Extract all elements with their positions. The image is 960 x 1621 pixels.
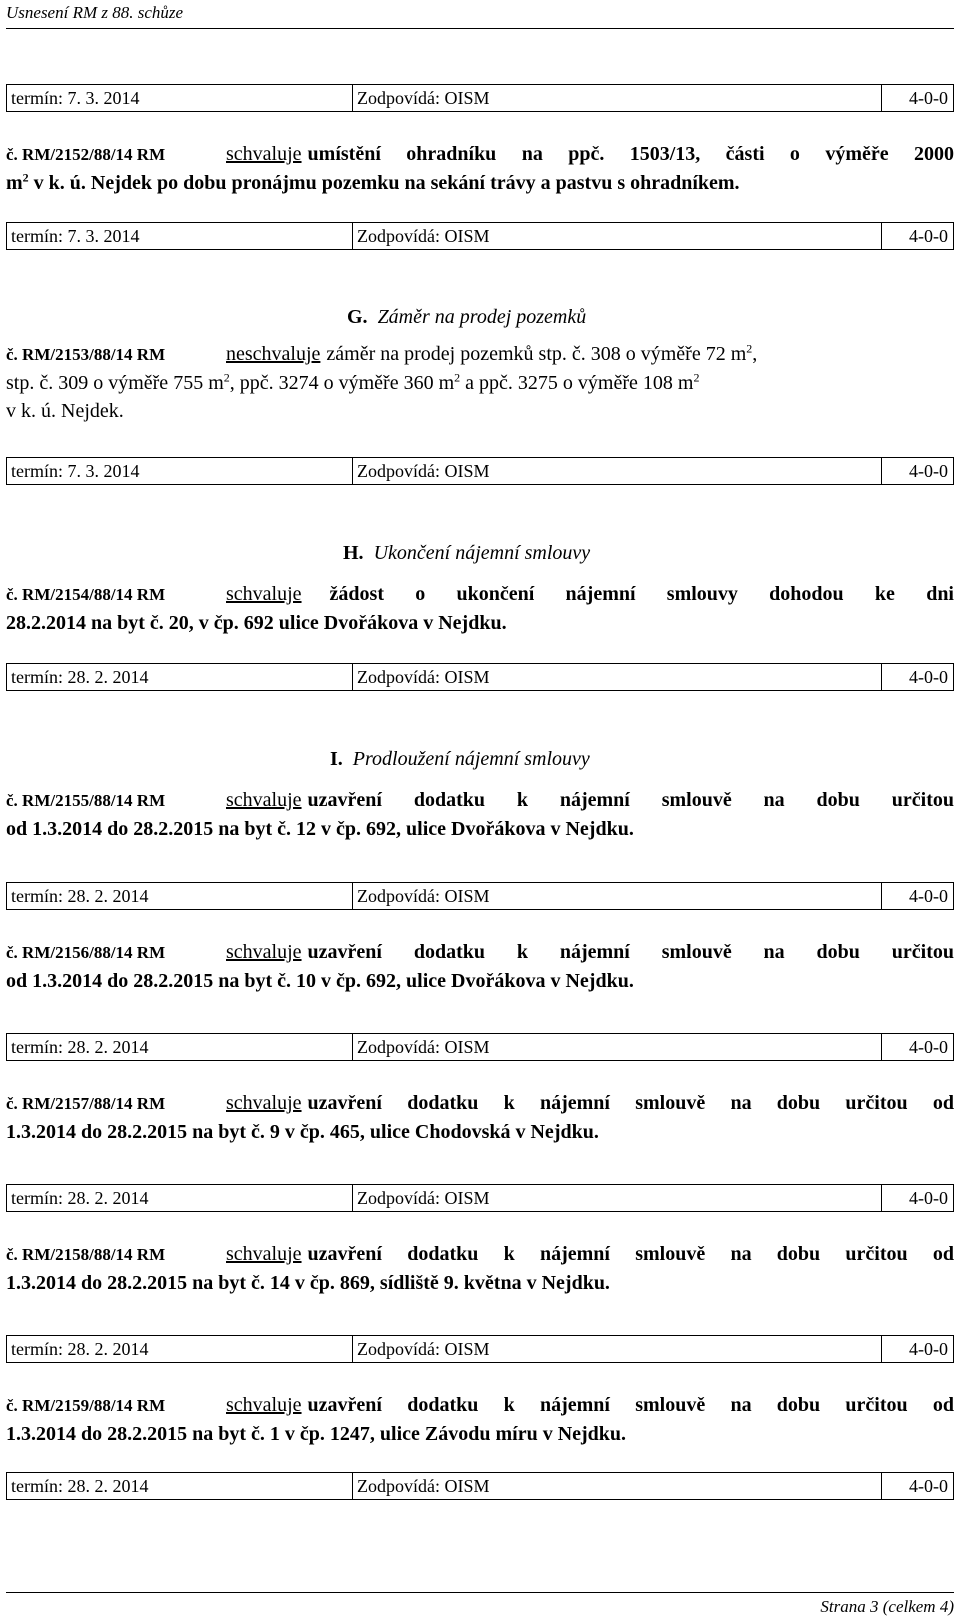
vote-cell: 4-0-0 bbox=[881, 1336, 953, 1362]
resolution-text-cont: od 1.3.2014 do 28.2.2015 na byt č. 10 v čp. 692, ulice Dvořákova v Nejdku. bbox=[6, 970, 634, 992]
section-title: Ukončení nájemní smlouvy bbox=[373, 542, 591, 564]
deadline-row bbox=[6, 457, 954, 485]
section-heading-i bbox=[330, 748, 590, 771]
resolution-text: uzavření dodatku k nájemní smlouvě na dobu určitou od bbox=[307, 1243, 954, 1265]
resolution-2159 bbox=[6, 1391, 954, 1448]
resolution-2155 bbox=[6, 786, 954, 843]
resolution-number: č. RM/2155/88/14 RM bbox=[6, 791, 166, 810]
responsible-cell: Zodpovídá: OISM bbox=[357, 226, 490, 246]
resolution-text-cont: 1.3.2014 do 28.2.2015 na byt č. 9 v čp. 465, ulice Chodovská v Nejdku. bbox=[6, 1121, 599, 1143]
deadline-cell: termín: 7. 3. 2014 bbox=[7, 85, 353, 111]
resolution-text-cont: 1.3.2014 do 28.2.2015 na byt č. 1 v čp. 1247, ulice Závodu míru v Nejdku. bbox=[6, 1423, 627, 1445]
responsible-cell: Zodpovídá: OISM bbox=[357, 88, 490, 108]
vote-cell: 4-0-0 bbox=[881, 883, 953, 909]
resolution-text: uzavření dodatku k nájemní smlouvě na dobu určitou bbox=[307, 941, 954, 963]
responsible-cell: Zodpovídá: OISM bbox=[357, 1339, 490, 1359]
resolution-verb: schvaluje bbox=[226, 1092, 302, 1114]
deadline-cell: termín: 28. 2. 2014 bbox=[7, 1034, 353, 1060]
resolution-number: č. RM/2156/88/14 RM bbox=[6, 943, 166, 962]
resolution-2154 bbox=[6, 580, 954, 637]
deadline-row bbox=[6, 84, 954, 112]
resolution-text: záměr na prodej pozemků stp. č. 308 o výměře 72 $m^2$, bbox=[326, 341, 758, 365]
deadline-cell: termín: 28. 2. 2014 bbox=[7, 664, 353, 690]
responsible-cell: Zodpovídá: OISM bbox=[357, 886, 490, 906]
deadline-row bbox=[6, 1472, 954, 1500]
resolution-text: uzavření dodatku k nájemní smlouvě na dobu určitou bbox=[307, 789, 954, 811]
page-header bbox=[6, 2, 954, 29]
vote-cell: 4-0-0 bbox=[881, 85, 953, 111]
resolution-number: č. RM/2159/88/14 RM bbox=[6, 1396, 166, 1415]
deadline-cell: termín: 7. 3. 2014 bbox=[7, 458, 353, 484]
resolution-text-cont: od 1.3.2014 do 28.2.2015 na byt č. 12 v čp. 692, ulice Dvořákova v Nejdku. bbox=[6, 818, 634, 840]
deadline-row bbox=[6, 882, 954, 910]
deadline-cell: termín: 28. 2. 2014 bbox=[7, 1473, 353, 1499]
resolution-number: č. RM/2154/88/14 RM bbox=[6, 585, 166, 604]
deadline-row bbox=[6, 1184, 954, 1212]
resolution-2153 bbox=[6, 340, 954, 425]
responsible-cell: Zodpovídá: OISM bbox=[357, 461, 490, 481]
resolution-2158 bbox=[6, 1240, 954, 1297]
section-letter: I. bbox=[330, 748, 343, 770]
resolution-text: uzavření dodatku k nájemní smlouvě na dobu určitou od bbox=[307, 1394, 954, 1416]
resolution-text: umístění ohradníku na ppč. 1503/13, části o výměře 2000 bbox=[307, 143, 954, 165]
resolution-verb: schvaluje bbox=[226, 1394, 302, 1416]
resolution-text: uzavření dodatku k nájemní smlouvě na dobu určitou od bbox=[307, 1092, 954, 1114]
deadline-row bbox=[6, 663, 954, 691]
vote-cell: 4-0-0 bbox=[881, 1034, 953, 1060]
vote-cell: 4-0-0 bbox=[881, 458, 953, 484]
deadline-cell: termín: 28. 2. 2014 bbox=[7, 1185, 353, 1211]
section-heading-h bbox=[343, 542, 590, 565]
resolution-number: č. RM/2153/88/14 RM bbox=[6, 345, 166, 364]
responsible-cell: Zodpovídá: OISM bbox=[357, 1037, 490, 1057]
resolution-number: č. RM/2158/88/14 RM bbox=[6, 1245, 166, 1264]
section-heading-g bbox=[347, 306, 586, 329]
deadline-row bbox=[6, 1335, 954, 1363]
deadline-cell: termín: 28. 2. 2014 bbox=[7, 883, 353, 909]
deadline-cell: termín: 7. 3. 2014 bbox=[7, 223, 353, 249]
section-title: Prodloužení nájemní smlouvy bbox=[352, 748, 590, 770]
resolution-2157 bbox=[6, 1089, 954, 1146]
resolution-text-cont: 28.2.2014 na byt č. 20, v čp. 692 ulice Dvořákova v Nejdku. bbox=[6, 612, 507, 634]
vote-cell: 4-0-0 bbox=[881, 1473, 953, 1499]
page-footer bbox=[6, 1592, 954, 1619]
deadline-cell: termín: 28. 2. 2014 bbox=[7, 1336, 353, 1362]
resolution-verb: schvaluje bbox=[226, 583, 302, 605]
resolution-verb: schvaluje bbox=[226, 1243, 302, 1265]
resolution-2152 bbox=[6, 140, 954, 197]
resolution-text-cont: 1.3.2014 do 28.2.2015 na byt č. 14 v čp. 869, sídliště 9. května v Nejdku. bbox=[6, 1272, 610, 1294]
responsible-cell: Zodpovídá: OISM bbox=[357, 1476, 490, 1496]
vote-cell: 4-0-0 bbox=[881, 223, 953, 249]
header-title: Usnesení RM z 88. schůze bbox=[6, 3, 184, 22]
resolution-text-cont: $m^2$ v k. ú. Nejdek po dobu pronájmu pozemku na sekání trávy a pastvu s ohradníkem. bbox=[6, 170, 740, 194]
deadline-row bbox=[6, 222, 954, 250]
section-letter: G. bbox=[347, 306, 368, 328]
page-number: Strana 3 (celkem 4) bbox=[820, 1597, 954, 1616]
resolution-text-cont: stp. č. 309 o výměře 755 $m^2$, ppč. 3274 o výměře 360 $m^2$ a ppč. 3275 o výměře 108 $m^2$ bbox=[6, 370, 700, 394]
resolution-text: žádost o ukončení nájemní smlouvy dohodou ke dni bbox=[329, 583, 954, 605]
vote-cell: 4-0-0 bbox=[881, 664, 953, 690]
resolution-number: č. RM/2152/88/14 RM bbox=[6, 145, 166, 164]
responsible-cell: Zodpovídá: OISM bbox=[357, 1188, 490, 1208]
resolution-verb: schvaluje bbox=[226, 143, 302, 165]
resolution-number: č. RM/2157/88/14 RM bbox=[6, 1094, 166, 1113]
deadline-row bbox=[6, 1033, 954, 1061]
resolution-verb: schvaluje bbox=[226, 941, 302, 963]
resolution-2156 bbox=[6, 938, 954, 995]
resolution-text-cont: v k. ú. Nejdek. bbox=[6, 400, 124, 422]
section-letter: H. bbox=[343, 542, 364, 564]
responsible-cell: Zodpovídá: OISM bbox=[357, 667, 490, 687]
vote-cell: 4-0-0 bbox=[881, 1185, 953, 1211]
resolution-verb: neschvaluje bbox=[226, 343, 321, 365]
section-title: Záměr na prodej pozemků bbox=[377, 306, 587, 328]
resolution-verb: schvaluje bbox=[226, 789, 302, 811]
